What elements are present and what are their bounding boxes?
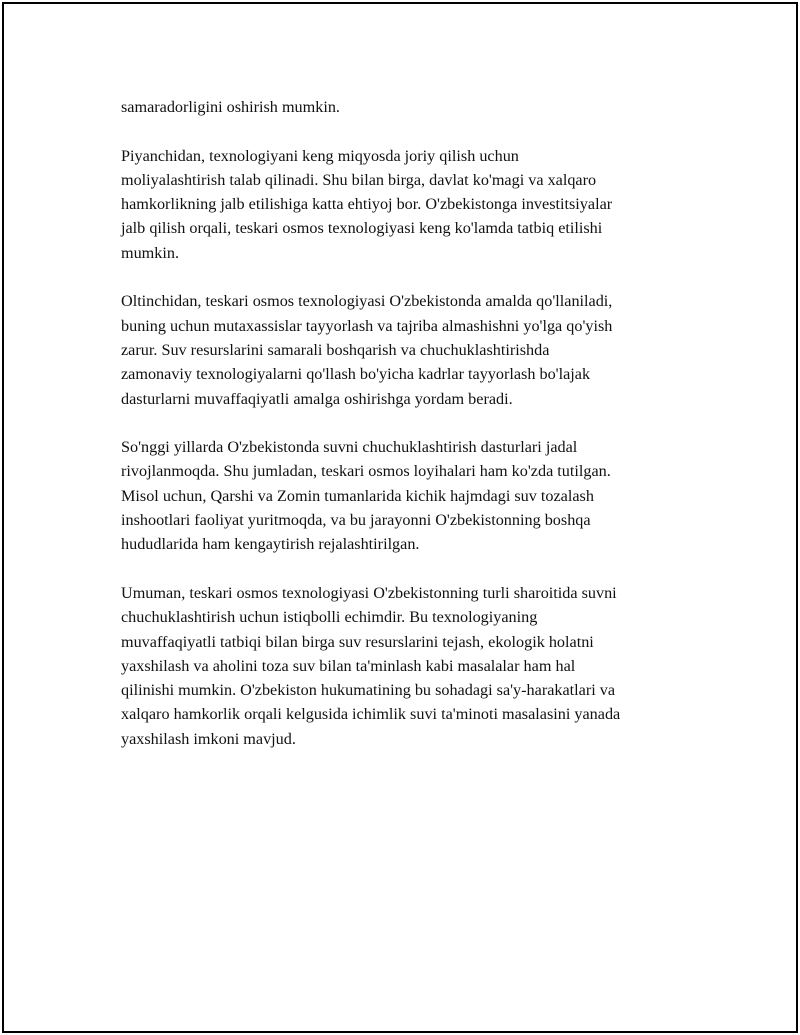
text-line: yaxshilash va aholini toza suv bilan ta'minlash kabi masalalar ham hal bbox=[121, 656, 576, 675]
document-body bbox=[121, 95, 701, 775]
paragraph-continuation bbox=[121, 95, 701, 119]
paragraph-recent-years bbox=[121, 435, 701, 556]
text-line: samaradorligini oshirish mumkin. bbox=[121, 98, 340, 116]
text-line: dasturlarni muvaffaqiyatli amalga oshirishga yordam beradi. bbox=[121, 389, 513, 408]
text-line: mumkin. bbox=[121, 243, 180, 262]
text-line: yaxshilash imkoni mavjud. bbox=[121, 729, 296, 748]
paragraph-sixthly bbox=[121, 289, 701, 410]
text-line: zarur. Suv resurslarini samarali boshqarish va chuchuklashtirishda bbox=[121, 340, 550, 359]
text-line: hamkorlikning jalb etilishiga katta ehtiyoj bor. O'zbekistonga investitsiyalar bbox=[121, 195, 613, 214]
text-line: buning uchun mutaxassislar tayyorlash va tajriba almashishni yo'lga qo'yish bbox=[121, 316, 613, 335]
text-line: jalb qilish orqali, teskari osmos texnologiyasi keng ko'lamda tatbiq etilishi bbox=[121, 219, 603, 238]
paragraph-fifthly bbox=[121, 144, 701, 265]
text-line: moliyalashtirish talab qilinadi. Shu bilan birga, davlat ko'magi va xalqaro bbox=[121, 170, 597, 189]
text-line: zamonaviy texnologiyalarni qo'llash bo'yicha kadrlar tayyorlash bo'lajak bbox=[121, 365, 591, 384]
document-page bbox=[2, 2, 798, 1033]
text-line: qilinishi mumkin. O'zbekiston hukumatining bu sohadagi sa'y-harakatlari va bbox=[121, 681, 616, 700]
text-line: rivojlanmoqda. Shu jumladan, teskari osmos loyihalari ham ko'zda tutilgan. bbox=[121, 462, 611, 481]
text-line: Misol uchun, Qarshi va Zomin tumanlarida kichik hajmdagi suv tozalash bbox=[121, 486, 594, 505]
text-line: Piyanchidan, texnologiyani keng miqyosda joriy qilish uchun bbox=[121, 146, 519, 165]
text-line: chuchuklashtirish uchun istiqbolli echimdir. Bu texnologiyaning bbox=[121, 608, 538, 627]
text-line: muvaffaqiyatli tatbiqi bilan birga suv resurslarini tejash, ekologik holatni bbox=[121, 632, 594, 651]
text-line: Umuman, teskari osmos texnologiyasi O'zbekistonning turli sharoitida suvni bbox=[121, 583, 617, 602]
text-line: inshootlari faoliyat yuritmoqda, va bu jarayonni O'zbekistonning boshqa bbox=[121, 511, 591, 530]
text-line: So'nggi yillarda O'zbekistonda suvni chuchuklashtirish dasturlari jadal bbox=[121, 438, 578, 457]
text-line: Oltinchidan, teskari osmos texnologiyasi O'zbekistonda amalda qo'llaniladi, bbox=[121, 292, 613, 311]
text-line: hududlarida ham kengaytirish rejalashtirilgan. bbox=[121, 535, 420, 554]
paragraph-conclusion bbox=[121, 581, 701, 751]
text-line: xalqaro hamkorlik orqali kelgusida ichimlik suvi ta'minoti masalasini yanada bbox=[121, 705, 621, 724]
